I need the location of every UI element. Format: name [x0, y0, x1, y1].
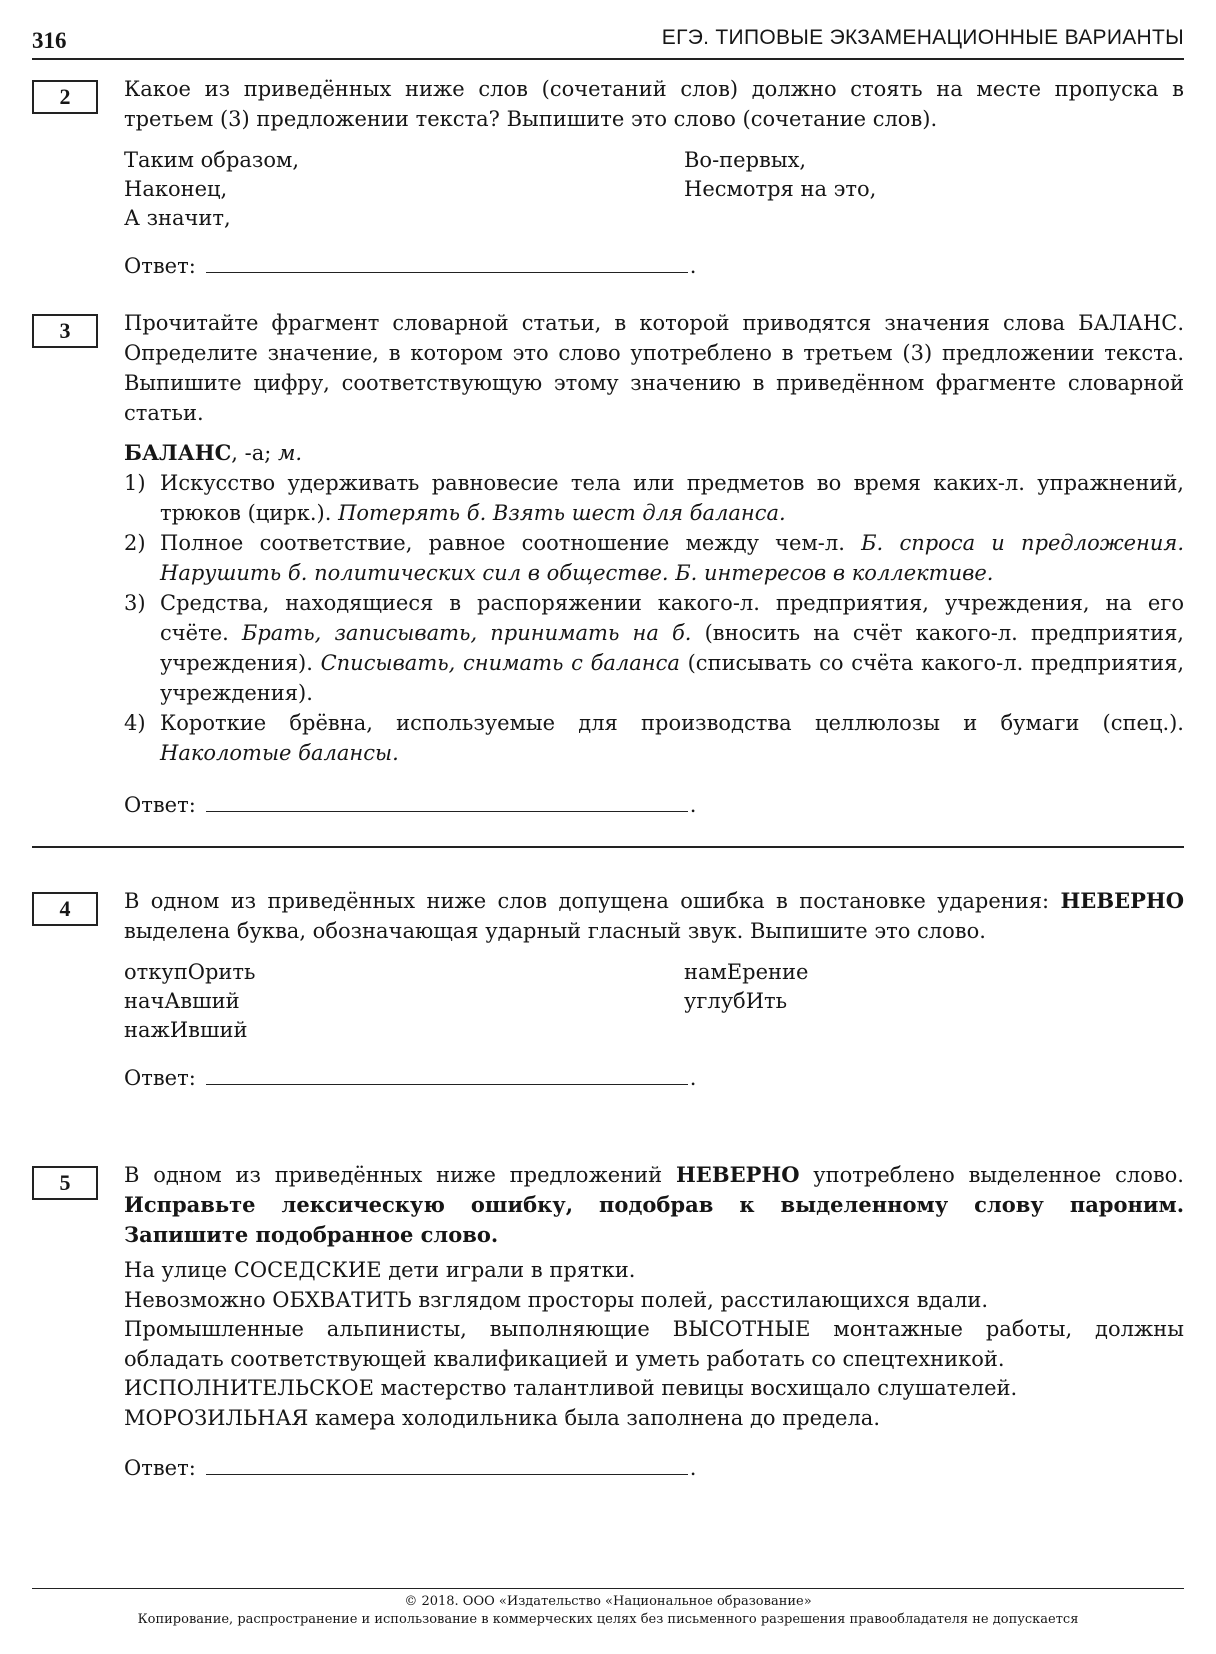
sense-text: Средства, находящиеся в распоряжении какого-л. предприятия, учреждения, на его счёте. — [160, 591, 1184, 645]
running-title: ЕГЭ. ТИПОВЫЕ ЭКЗАМЕНАЦИОННЫЕ ВАРИАНТЫ — [661, 26, 1184, 49]
page-number: 316 — [32, 28, 67, 53]
option: Несмотря на это, — [684, 177, 877, 201]
option: углубИть — [684, 989, 788, 1013]
answer-field[interactable] — [206, 1066, 688, 1085]
copyright: © 2018. ООО «Издательство «Национальное образование» — [404, 1594, 812, 1609]
answer-row: Ответ: . — [124, 790, 1184, 820]
question-text: В одном из приведённых ниже предложений — [124, 1163, 676, 1187]
sense-number: 3) — [124, 591, 146, 615]
sense-text: Короткие брёвна, используемые для производства целлюлозы и бумаги (спец.). — [160, 711, 1184, 735]
answer-row: Ответ: . — [124, 251, 1184, 281]
answer-label: Ответ: — [124, 793, 196, 817]
option: Наконец, — [124, 177, 228, 201]
task-question: Прочитайте фрагмент словарной статьи, в которой приводятся значения слова БАЛАНС. Определите значение, в котором это слово употреблено в третьем (3) предложении текста. Выпишите цифру, соответствующую этому значению в приведённом фрагменте словарной статьи. — [124, 311, 1184, 425]
sense-text: (списывать со счёта какого-л. предприятия, учреждения). — [160, 651, 1184, 705]
question-emphasis: НЕВЕРНО — [675, 1162, 800, 1187]
task-number-box: 2 — [32, 80, 98, 114]
sense-example: Наколотые балансы. — [160, 741, 399, 765]
option: откупОрить — [124, 960, 256, 984]
option: А значит, — [124, 206, 231, 230]
page-header — [32, 20, 1184, 60]
dictionary-headword — [124, 438, 1184, 468]
answer-row: Ответ: . — [124, 1063, 1184, 1093]
question-text: выделена буква, обозначающая ударный гласный звук. Выпишите это слово. — [124, 919, 986, 943]
task-number-box: 4 — [32, 892, 98, 926]
headword-gender: м. — [278, 441, 303, 465]
task-question: Какое из приведённых ниже слов (сочетаний слов) должно стоять на месте пропуска в третьем (3) предложении текста? Выпишите это слово (сочетание слов). — [124, 77, 1184, 131]
option: начАвший — [124, 989, 240, 1013]
dictionary-sense — [124, 708, 1184, 768]
sentence: МОРОЗИЛЬНАЯ камера холодильника была заполнена до предела. — [124, 1405, 880, 1430]
task-question — [124, 1160, 1184, 1250]
option-list — [124, 958, 1184, 1045]
sense-text: (вносить на счёт какого-л. предприятия, учреждения). — [160, 621, 1184, 675]
sense-number: 4) — [124, 711, 146, 735]
dictionary-sense — [124, 468, 1184, 528]
answer-label: Ответ: — [124, 1066, 196, 1090]
sense-number: 1) — [124, 471, 146, 495]
question-emphasis: НЕВЕРНО — [1060, 888, 1184, 913]
headword-grammar: , -а; — [231, 441, 278, 465]
answer-label: Ответ: — [124, 254, 196, 278]
sense-example: Потерять б. Взять шест для баланса. — [338, 501, 786, 525]
headword: БАЛАНС — [124, 440, 232, 465]
answer-label: Ответ: — [124, 1456, 196, 1480]
option: Во-первых, — [684, 148, 807, 172]
section-divider — [32, 846, 1184, 848]
sentence: Невозможно ОБХВАТИТЬ взглядом просторы полей, расстилающихся вдали. — [124, 1287, 989, 1312]
dictionary-sense — [124, 588, 1184, 708]
sentence: На улице СОСЕДСКИЕ дети играли в прятки. — [124, 1258, 636, 1282]
option-list — [124, 146, 1184, 233]
sentence-list — [124, 1256, 1184, 1433]
sentence: ИСПОЛНИТЕЛЬСКОЕ мастерство талантливой певицы восхищало слушателей. — [124, 1376, 1018, 1400]
answer-row: Ответ: . — [124, 1453, 1184, 1483]
sentence: Промышленные альпинисты, выполняющие ВЫСОТНЫЕ монтажные работы, должны обладать соответствующей квалификацией и уметь работать со спецтехникой. — [124, 1317, 1184, 1371]
task-number-box: 3 — [32, 314, 98, 348]
question-text: В одном из приведённых ниже слов допущена ошибка в постановке ударения: — [124, 889, 1061, 913]
sense-example: Списывать, снимать с баланса — [320, 651, 680, 675]
task-number-box: 5 — [32, 1166, 98, 1200]
answer-field[interactable] — [206, 254, 688, 273]
sense-text: Искусство удерживать равновесие тела или предметов во время каких-л. упражнений, трюков (цирк.). — [160, 471, 1184, 525]
sense-number: 2) — [124, 531, 146, 555]
sense-example: Б. спроса и предложения. Нарушить б. политических сил в обществе. Б. интересов в коллективе. — [160, 531, 1184, 585]
page-footer — [32, 1588, 1184, 1629]
option: Таким образом, — [124, 148, 300, 172]
sense-text: Полное соответствие, равное соотношение между чем-л. — [160, 531, 862, 555]
dictionary-sense — [124, 528, 1184, 588]
sense-example: Брать, записывать, принимать на б. — [241, 621, 692, 645]
question-text: употреблено выделенное слово. — [799, 1163, 1184, 1187]
task-question — [124, 886, 1184, 946]
question-emphasis: Исправьте лексическую ошибку, подобрав к выделенному слову пароним. Запишите подобранное слово. — [124, 1192, 1184, 1247]
copyright-notice: Копирование, распространение и использование в коммерческих целях без письменного разрешения правообладателя не допускается — [137, 1612, 1079, 1627]
answer-field[interactable] — [206, 1456, 688, 1475]
answer-field[interactable] — [206, 793, 688, 812]
option: намЕрение — [684, 960, 809, 984]
option: нажИвший — [124, 1018, 248, 1042]
